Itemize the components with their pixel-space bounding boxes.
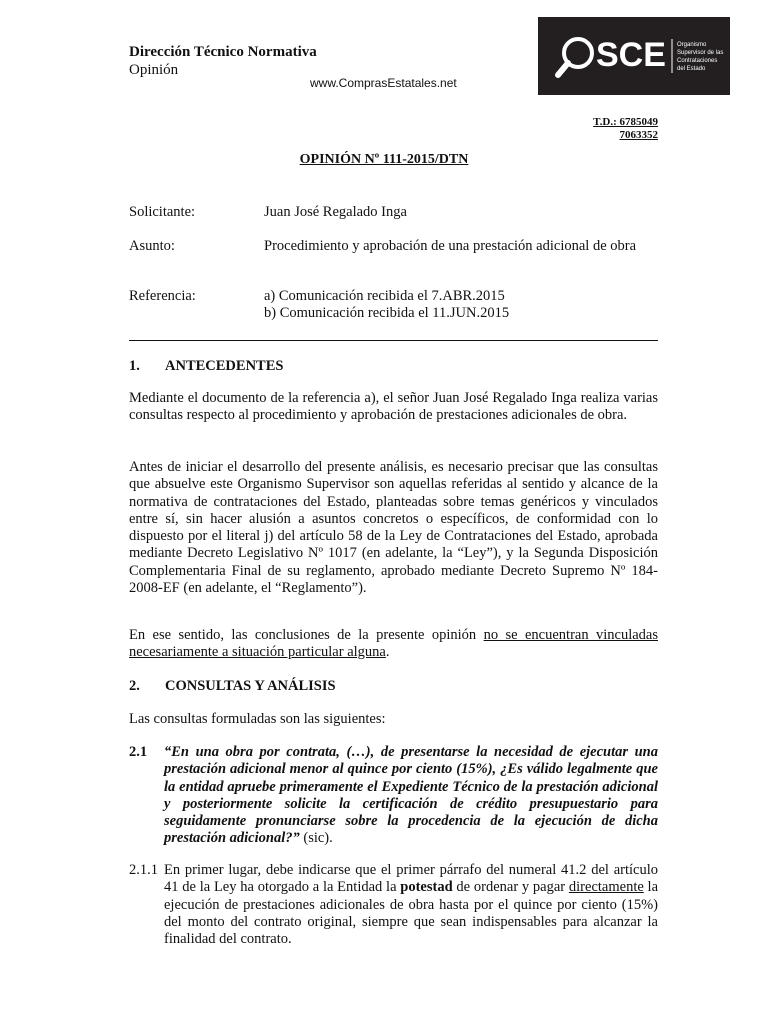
td-line-1: T.D.: 6785049 — [593, 116, 658, 128]
asunto-row — [129, 238, 658, 274]
organization-name: Dirección Técnico Normativa — [129, 44, 317, 60]
referencia-b: b) Comunicación recibida el 11.JUN.2015 — [264, 305, 510, 321]
section-1-number: 1. — [129, 358, 140, 374]
question-quote: “En una obra por contrata, (…), de presentarse la necesidad de ejecutar una prestación adicional menor al quince por ciento (15%), ¿Es válido legalmente que la entidad apruebe primeramente el Expediente Técnico de la prestación adicional y posteriormente solicite la certificación de crédito presupuestario para seguidamente pronunciarse sobre la procedencia de la ejecución de dicha prestación adicional?” — [164, 744, 658, 847]
solicitante-label: Solicitante: — [129, 204, 196, 220]
logo-caption-2: Supervisor de las — [677, 50, 724, 56]
p3-end: . — [385, 644, 390, 661]
answer-text — [164, 862, 658, 948]
osce-logo — [538, 17, 730, 95]
solicitante-value: Juan José Regalado Inga — [264, 204, 407, 220]
question-number: 2.1 — [129, 744, 148, 760]
answer-underlined: directamente — [568, 879, 644, 896]
referencia-a: a) Comunicación recibida el 7.ABR.2015 — [264, 288, 505, 304]
answer-part-1: En primer lugar, debe indicarse que el primer párrafo del numeral 41.2 del artículo 41 de la Ley ha otorgado a la Entidad la — [164, 862, 658, 896]
logo-caption-4: del Estado — [677, 66, 706, 72]
answer-part-2: de ordenar y pagar — [452, 879, 569, 896]
p3-start: En ese sentido, las conclusiones de la presente opinión — [129, 627, 484, 643]
section-2-number: 2. — [129, 678, 140, 694]
referencia-row — [129, 288, 658, 324]
section-2-title: CONSULTAS Y ANÁLISIS — [165, 678, 336, 694]
logo-caption-1: Organismo — [677, 42, 707, 48]
antecedentes-paragraph-2: Antes de iniciar el desarrollo del presente análisis, es necesario precisar que las consultas que absuelve este Organismo Supervisor son aquellas referidas al sentido y alcance de la normativa de contrataciones del Estado, planteadas sobre temas genéricos y vinculados entre sí, sin hacer alusión a asuntos concretos o específicos, de conformidad con lo dispuesto por el literal j) del artículo 58 de la Ley de Contrataciones del Estado, aprobada mediante Decreto Legislativo Nº 1017 (en adelante, la “Ley”), y la Segunda Disposición Complementaria Final de su reglamento, aprobado mediante Decreto Supremo Nº 184-2008-EF (en adelante, el “Reglamento”). — [129, 459, 658, 597]
website-url: www.ComprasEstatales.net — [310, 76, 457, 90]
p3-underlined: no se encuentran vinculadas necesariamente a situación particular alguna — [129, 627, 659, 661]
antecedentes-paragraph-3 — [129, 627, 658, 662]
tramite-numbers — [593, 116, 658, 142]
referencia-values — [264, 288, 658, 322]
consultas-intro: Las consultas formuladas son las siguientes: — [129, 711, 386, 727]
antecedentes-paragraph-1: Mediante el documento de la referencia a), el señor Juan José Regalado Inga realiza varias consultas respecto al procedimiento y aprobación de prestaciones adicionales de obra. — [129, 390, 658, 424]
asunto-label: Asunto: — [129, 238, 175, 254]
referencia-label: Referencia: — [129, 288, 196, 304]
question-suffix: (sic). — [299, 830, 333, 847]
answer-part-3: la ejecución de prestaciones adicionales de obra hasta por el quince por ciento (15%) del monto del contrato original, siempre que sean indispensables para alcanzar la finalidad del contrato. — [164, 879, 659, 948]
header-divider — [129, 340, 658, 341]
solicitante-row — [129, 204, 658, 222]
logo-text: SCE — [596, 36, 666, 74]
question-text — [164, 744, 658, 848]
td-line-2: 7063352 — [619, 129, 658, 141]
document-type: Opinión — [129, 62, 179, 78]
answer-number: 2.1.1 — [129, 862, 158, 878]
opinion-title: OPINIÓN Nº 111-2015/DTN — [299, 152, 469, 167]
osce-logo-mark — [538, 17, 730, 95]
answer-bold: potestad — [400, 879, 453, 896]
logo-caption-3: Contrataciones — [677, 58, 718, 64]
asunto-value: Procedimiento y aprobación de una prestación adicional de obra — [264, 238, 637, 254]
section-1-title: ANTECEDENTES — [165, 358, 284, 374]
